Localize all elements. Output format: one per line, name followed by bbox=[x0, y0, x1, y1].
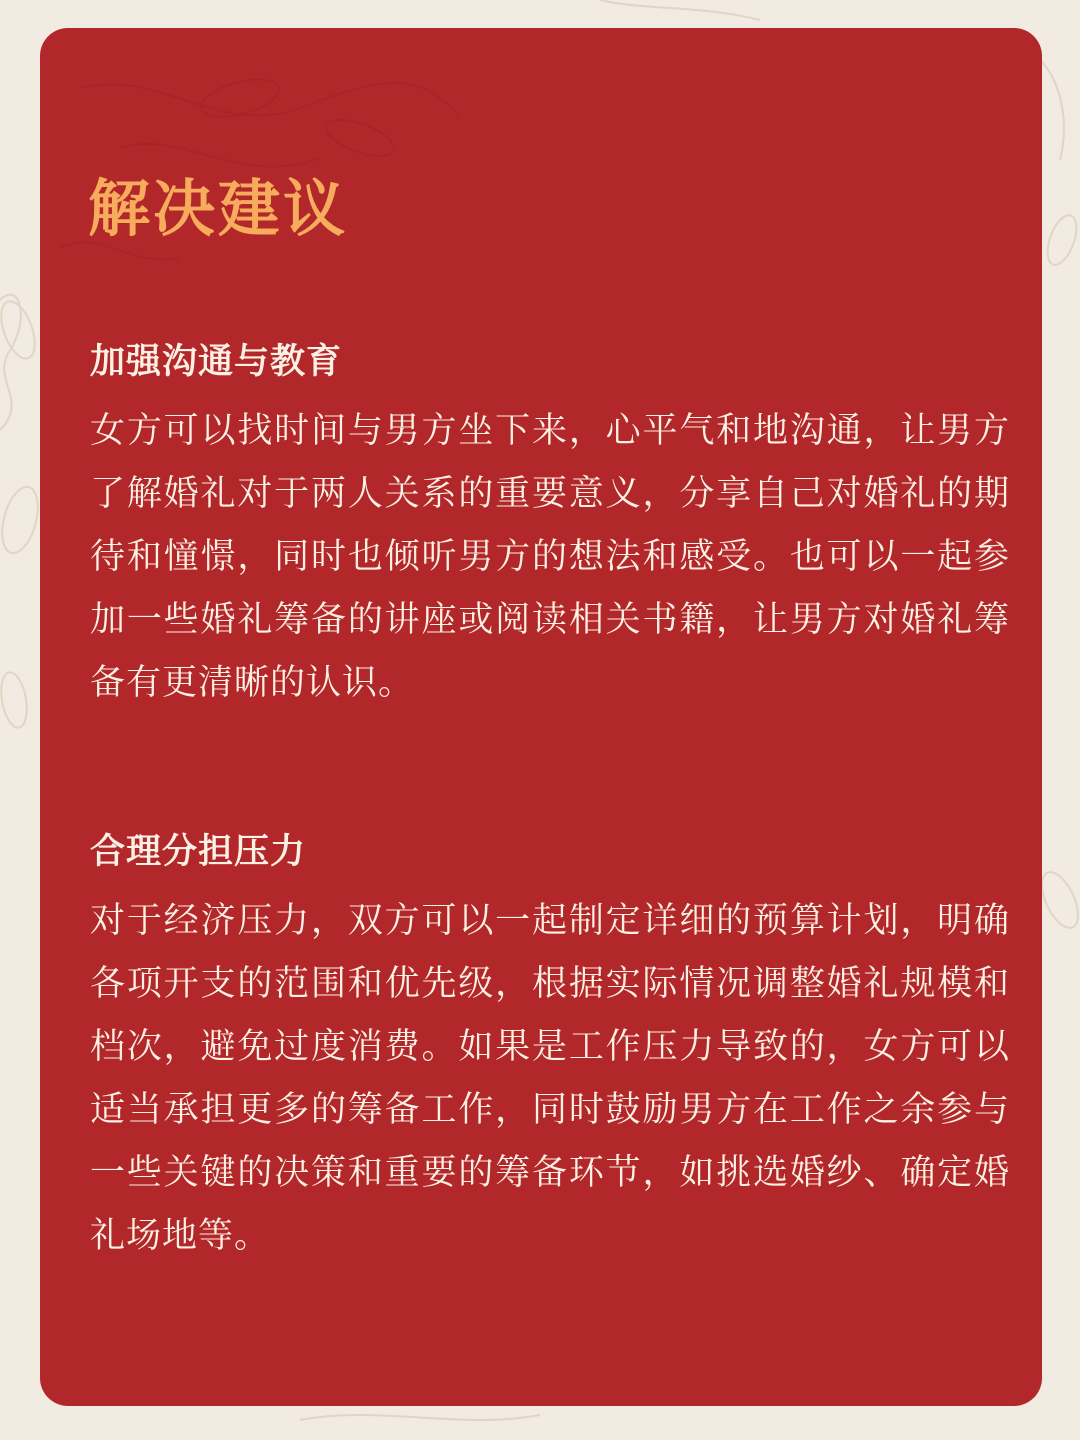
section-heading: 合理分担压力 bbox=[90, 832, 307, 872]
section-heading: 加强沟通与教育 bbox=[90, 342, 343, 382]
section-communication bbox=[90, 338, 1010, 715]
section-body: 对于经济压力，双方可以一起制定详细的预算计划，明确各项开支的范围和优先级，根据实际情况调整婚礼规模和档次，避免过度消费。如果是工作压力导致的，女方可以适当承担更多的筹备工作，同时鼓励男方在工作之余参与一些关键的决策和重要的筹备环节，如挑选婚纱、确定婚礼场地等。 bbox=[90, 901, 1010, 1256]
content-card bbox=[40, 28, 1042, 1406]
section-body: 女方可以找时间与男方坐下来，心平气和地沟通，让男方了解婚礼对于两人关系的重要意义，分享自己对婚礼的期待和憧憬，同时也倾听男方的想法和感受。也可以一起参加一些婚礼筹备的讲座或阅读相关书籍，让男方对婚礼筹备有更清晰的认识。 bbox=[90, 411, 1010, 703]
section-pressure bbox=[90, 828, 1010, 1268]
page-title: 解决建议 bbox=[88, 172, 349, 245]
